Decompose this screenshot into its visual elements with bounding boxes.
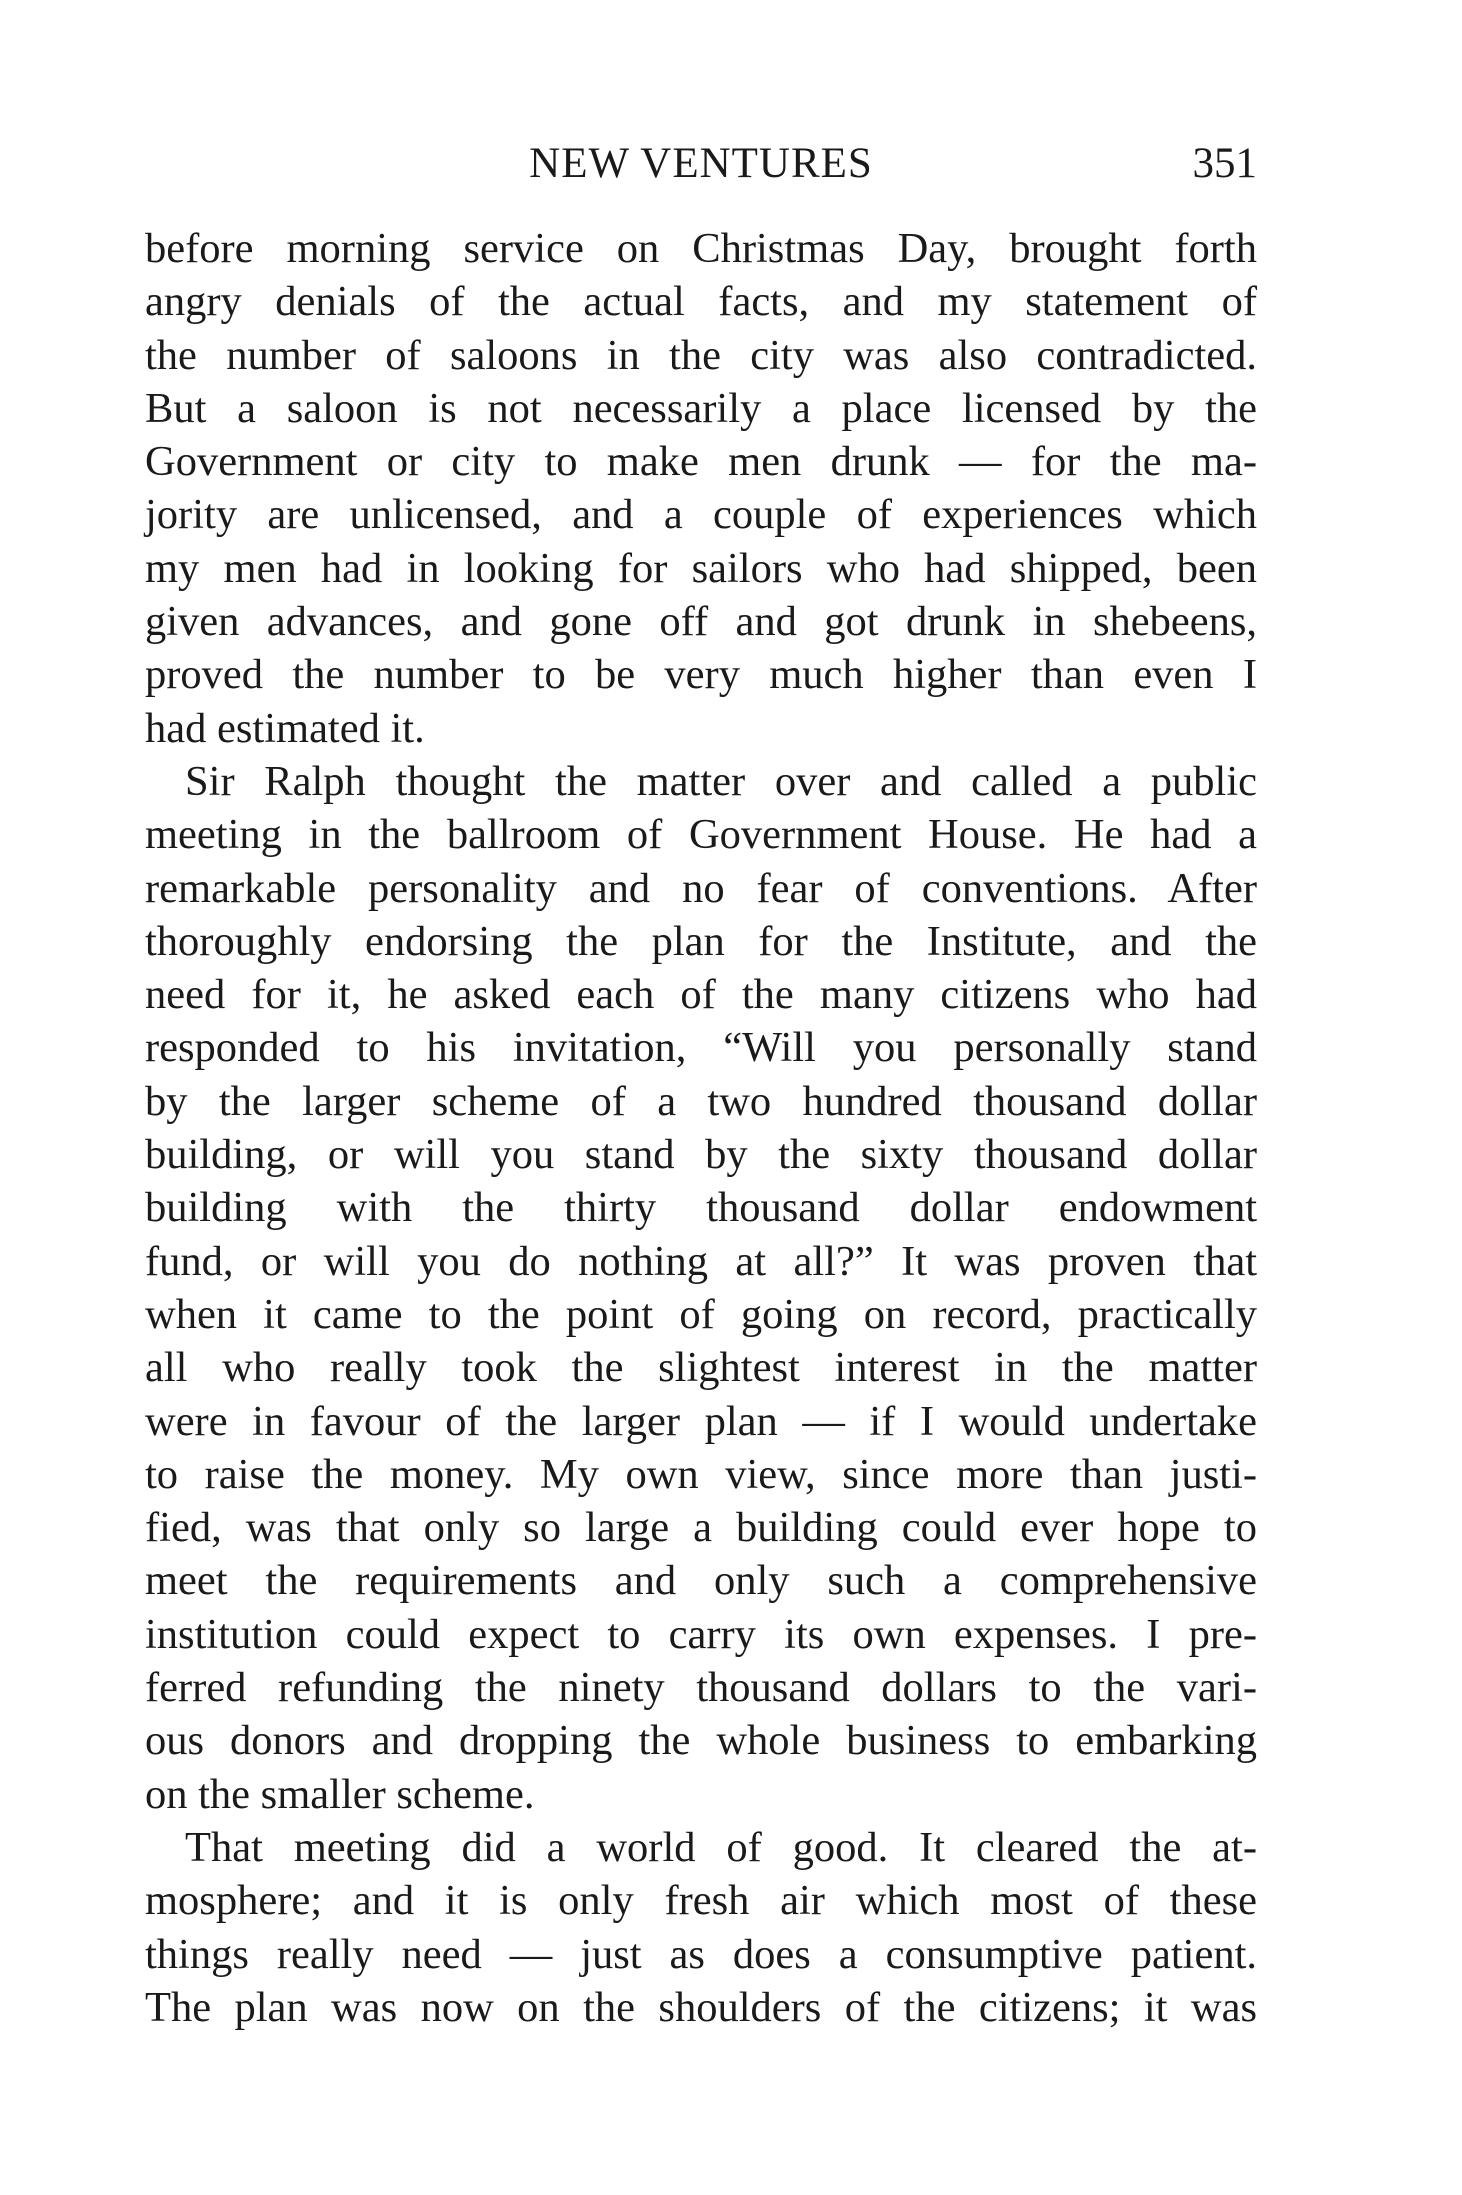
text-line: building with the thirty thousand dollar endowment — [145, 1184, 1257, 1232]
text-line: the number of saloons in the city was also contradicted. — [145, 331, 1257, 379]
text-line: But a saloon is not necessarily a place licensed by the — [145, 384, 1257, 432]
text-line: on the smaller scheme. — [145, 1770, 535, 1818]
text-line: Government or city to make men drunk — for the ma- — [145, 438, 1257, 486]
text-line: proved the number to be very much higher than even I — [145, 651, 1257, 699]
text-line: fied, was that only so large a building could ever hope to — [145, 1504, 1257, 1552]
text-line: remarkable personality and no fear of conventions. After — [145, 864, 1257, 912]
text-line: fund, or will you do nothing at all?” It was proven that — [145, 1237, 1257, 1285]
text-line: meet the requirements and only such a comprehensive — [145, 1557, 1257, 1605]
page-number: 351 — [1192, 140, 1257, 187]
text-line: institution could expect to carry its own expenses. I pre- — [145, 1610, 1257, 1658]
text-line: jority are unlicensed, and a couple of experiences which — [145, 491, 1257, 539]
text-line: given advances, and gone off and got drunk in shebeens, — [145, 598, 1257, 646]
text-line: mosphere; and it is only fresh air which most of these — [145, 1877, 1257, 1925]
running-title: NEW VENTURES — [529, 140, 873, 187]
paragraph — [145, 222, 1257, 755]
text-line: all who really took the slightest interest in the matter — [145, 1344, 1257, 1392]
text-line: before morning service on Christmas Day, brought forth — [145, 225, 1257, 272]
running-head — [145, 134, 1257, 194]
text-line: responded to his invitation, “Will you personally stand — [145, 1024, 1257, 1072]
text-line: my men had in looking for sailors who had shipped, been — [145, 544, 1257, 592]
text-line: thoroughly endorsing the plan for the Institute, and the — [145, 917, 1257, 965]
text-line: to raise the money. My own view, since more than justi- — [145, 1450, 1257, 1498]
text-line: things really need — just as does a consumptive patient. — [145, 1930, 1257, 1978]
text-line: meeting in the ballroom of Government House. He had a — [145, 811, 1257, 859]
text-line: by the larger scheme of a two hundred thousand dollar — [145, 1077, 1257, 1125]
text-line: need for it, he asked each of the many citizens who had — [145, 971, 1257, 1019]
body-text — [145, 222, 1257, 2034]
text-line: The plan was now on the shoulders of the citizens; it was — [145, 1983, 1257, 2031]
text-line: Sir Ralph thought the matter over and called a public — [185, 757, 1257, 805]
text-line: angry denials of the actual facts, and my statement of — [145, 278, 1257, 326]
text-line: ous donors and dropping the whole business to embarking — [145, 1717, 1257, 1765]
paragraph — [145, 1821, 1257, 2034]
text-line: That meeting did a world of good. It cleared the at- — [185, 1823, 1257, 1871]
text-line: building, or will you stand by the sixty thousand dollar — [145, 1131, 1257, 1179]
text-line: had estimated it. — [145, 704, 425, 752]
paragraph — [145, 755, 1257, 1821]
text-line: were in favour of the larger plan — if I would undertake — [145, 1397, 1257, 1445]
text-line: when it came to the point of going on record, practically — [145, 1290, 1257, 1338]
text-line: ferred refunding the ninety thousand dollars to the vari- — [145, 1664, 1257, 1712]
